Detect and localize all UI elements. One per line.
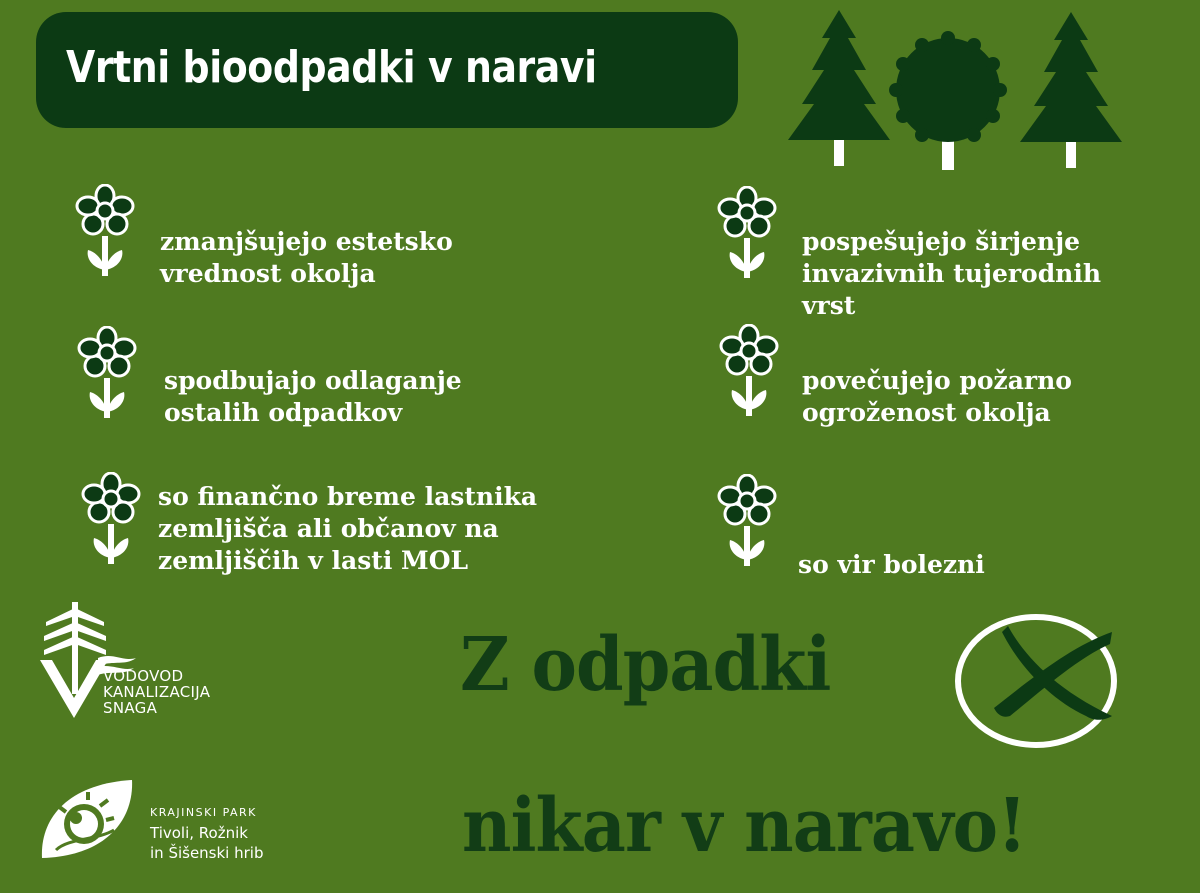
title-banner [36, 12, 738, 128]
list-item: zmanjšujejo estetsko vrednost okolja [160, 227, 453, 288]
pine-tree-icon [788, 10, 890, 166]
trees-illustration [780, 8, 1130, 173]
vks-logo-text: VODOVOD KANALIZACIJA SNAGA [103, 667, 211, 717]
flower-icon [712, 186, 782, 286]
list-item: so finančno breme lastnika zemljišča ali občanov na zemljiščih v lasti MOL [158, 482, 538, 575]
park-name: Tivoli, Rožnik in Šišenski hrib [150, 824, 264, 862]
flower-icon [72, 326, 142, 426]
slogan-line-1: Z odpadki [460, 622, 831, 708]
list-item: povečujejo požarno ogroženost okolja [802, 366, 1072, 427]
page-title: Vrtni bioodpadki v naravi [66, 42, 597, 93]
crossed-circle-icon [952, 612, 1120, 752]
flower-icon [714, 324, 784, 424]
flower-icon [70, 184, 140, 284]
list-item: spodbujajo odlaganje ostalih odpadkov [164, 366, 462, 427]
list-item: so vir bolezni [798, 550, 985, 579]
park-label: KRAJINSKI PARK [150, 806, 257, 819]
flower-icon [712, 474, 782, 574]
pine-tree-icon [1020, 12, 1122, 168]
flower-icon [76, 472, 146, 572]
slogan-line-2: nikar v naravo! [462, 783, 1027, 869]
park-logo-icon [38, 778, 136, 862]
list-item: pospešujejo širjenje invazivnih tujerodnih vrst [802, 227, 1102, 320]
round-tree-icon [889, 31, 1007, 170]
